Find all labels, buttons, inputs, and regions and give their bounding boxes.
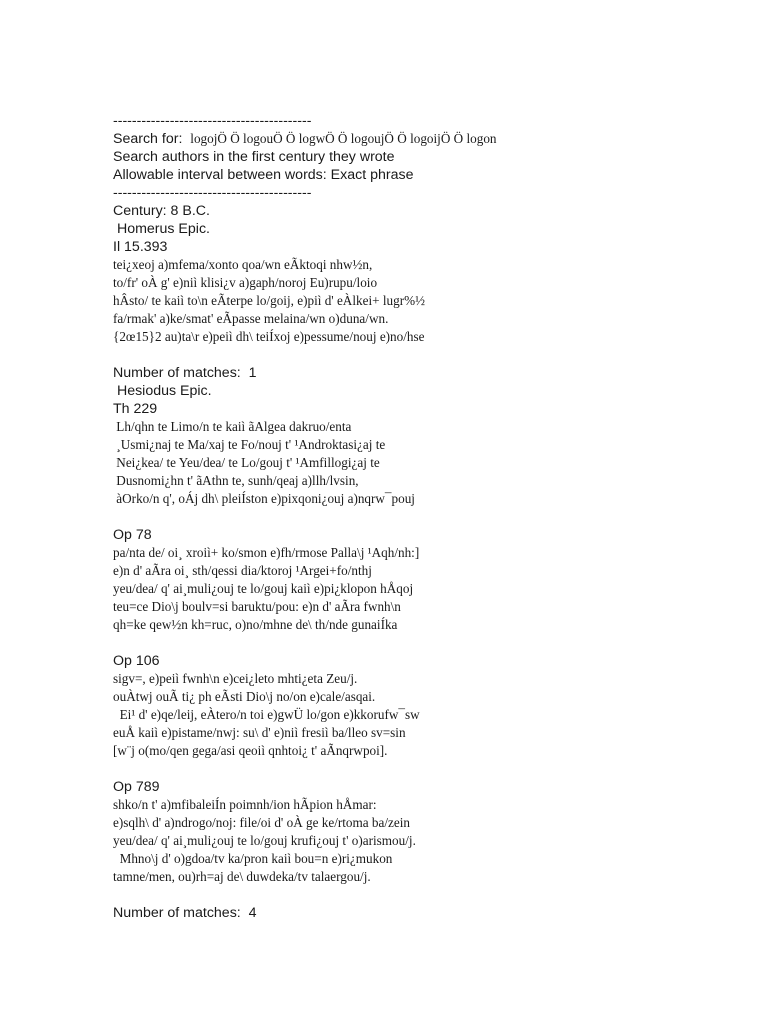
verse-line: pa/nta de/ oi¸ xroiì+ ko/smon e)fh/rmose Palla\j ¹Aqh/nh:] — [113, 545, 420, 560]
verse-line: hÂsto/ te kaiì to\n eÃterpe lo/goij, e)piì d' eÀlkei+ lugr%½ — [113, 293, 425, 308]
passage-ref-op789: Op 789 — [113, 779, 160, 795]
passage-text-op78 — [113, 544, 753, 634]
verse-line: tamne/men, ou)rh=aj de\ duwdeka/tv talaergou/j. — [113, 869, 371, 884]
passage-ref-op106: Op 106 — [113, 653, 160, 669]
verse-line: yeu/dea/ q' ai¸muli¿ouj te lo/gouj kaiì e)pi¿klopon hÅqoj — [113, 581, 414, 596]
verse-line: to/fr' oÀ g' e)niì klisi¿v a)gaph/noroj Eu)rupu/loio — [113, 275, 378, 290]
verse-line: fa/rmak' a)ke/smat' eÃpasse melaina/wn o)duna/wn. — [113, 311, 389, 326]
passage-text-op789 — [113, 796, 753, 886]
verse-line: e)sqlh\ d' a)ndrogo/noj: file/oi d' oÀ ge ke/rtoma ba/zein — [113, 815, 410, 830]
search-line — [113, 130, 753, 148]
verse-line: Mhno\j d' o)gdoa/tv ka/pron kaiì bou=n e)ri¿mukon — [113, 851, 393, 866]
verse-line: [w¨j o(mo/qen gega/asi qeoiì qnhtoi¿ t' aÃnqrwpoi]. — [113, 743, 388, 758]
author-heading-homer: Homerus Epic. — [113, 221, 210, 237]
verse-line: qh=ke qew½n kh=ruc, o)no/mhne de\ th/nde gunaiÍka — [113, 617, 398, 632]
search-terms: logojÖ Ö logouÖ Ö logwÖ Ö logoujÖ Ö logoijÖ Ö logon — [190, 131, 497, 146]
passage-ref-th229: Th 229 — [113, 401, 158, 417]
verse-line: euÅ kaiì e)pistame/nwj: su\ d' e)niì fresiì ba/lleo sv=sin — [113, 725, 406, 740]
passage-text-homer — [113, 256, 753, 346]
verse-line: Nei¿kea/ te Yeu/dea/ te Lo/gouj t' ¹Amfillogi¿aj te — [113, 455, 380, 470]
verse-line: Lh/qhn te Limo/n te kaiì ãAlgea dakruo/enta — [113, 419, 352, 434]
match-count-homer: Number of matches: 1 — [113, 365, 257, 381]
verse-line: Ei¹ d' e)qe/leij, eÀtero/n toi e)gwÜ lo/gon e)kkorufw¯sw — [113, 707, 420, 722]
passage-text-th229 — [113, 418, 753, 508]
verse-line: àOrko/n q', oÁj dh\ pleiÍston e)pixqoni¿ouj a)nqrw¯pouj — [113, 491, 415, 506]
century-heading: Century: 8 B.C. — [113, 203, 210, 219]
separator-rule-top: ------------------------------------------ — [113, 113, 312, 129]
verse-line: teu=ce Dio\j boulv=si baruktu/pou: e)n d' aÃra fwnh\n — [113, 599, 401, 614]
author-heading-hesiod: Hesiodus Epic. — [113, 383, 212, 399]
verse-line: tei¿xeoj a)mfema/xonto qoa/wn eÃktoqi nhw½n, — [113, 257, 373, 272]
verse-line: shko/n t' a)mfibaleiÍn poimnh/ion hÃpion hÅmar: — [113, 797, 377, 812]
verse-line: {2œ15}2 au)ta\r e)peiì dh\ teiÍxoj e)pessume/nouj e)no/hse — [113, 329, 425, 344]
passage-ref-op78: Op 78 — [113, 527, 152, 543]
search-results-document — [113, 112, 753, 922]
search-interval: Allowable interval between words: Exact phrase — [113, 167, 414, 183]
verse-line: sigv=, e)peiì fwnh\n e)cei¿leto mhti¿eta Zeu/j. — [113, 671, 358, 686]
passage-text-op106 — [113, 670, 753, 760]
verse-line: yeu/dea/ q' ai¸muli¿ouj te lo/gouj krufi¿ouj t' o)arismou/j. — [113, 833, 416, 848]
separator-rule-bottom: ------------------------------------------ — [113, 185, 312, 201]
verse-line: e)n d' aÃra oi¸ sth/qessi dia/ktoroj ¹Argei+fo/nthj — [113, 563, 372, 578]
passage-ref-homer: Il 15.393 — [113, 239, 168, 255]
verse-line: ¸Usmi¿naj te Ma/xaj te Fo/nouj t' ¹Androktasi¿aj te — [113, 437, 386, 452]
search-label: Search for: — [113, 131, 191, 147]
search-scope: Search authors in the first century they wrote — [113, 149, 395, 165]
verse-line: ouÀtwj ouÃ ti¿ ph eÃsti Dio\j no/on e)cale/asqai. — [113, 689, 376, 704]
match-count-hesiod: Number of matches: 4 — [113, 905, 257, 921]
verse-line: Dusnomi¿hn t' ãAthn te, sunh/qeaj a)llh/lvsin, — [113, 473, 359, 488]
